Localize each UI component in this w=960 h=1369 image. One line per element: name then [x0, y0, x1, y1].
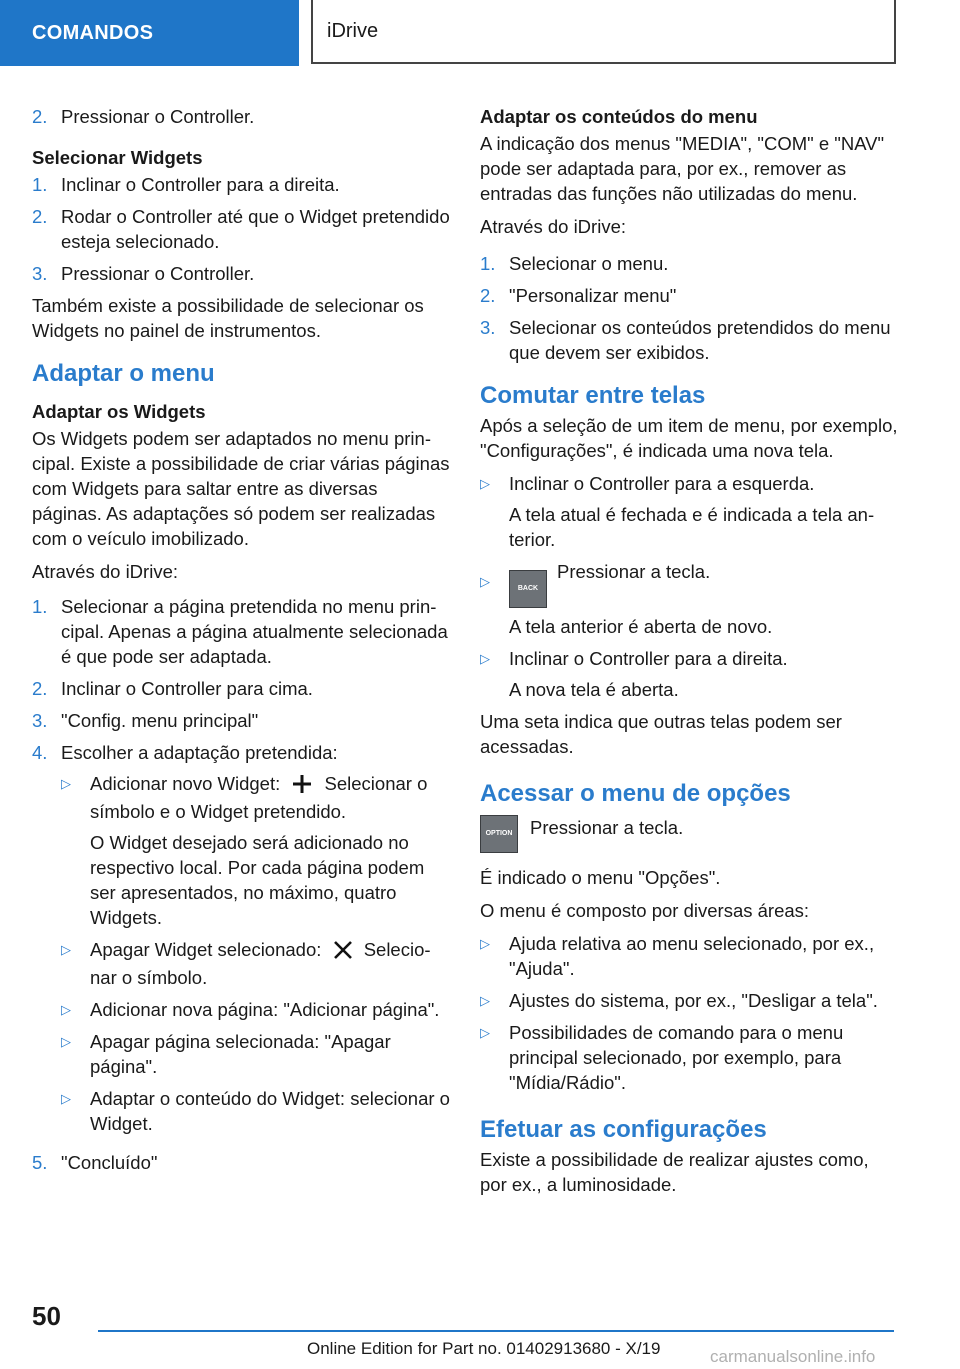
note-paragraph: Também existe a possibilidade de selecionar os Widgets no painel de instrumentos. [32, 295, 424, 341]
paragraph: É indicado o menu "Opções". [480, 867, 721, 888]
step-number: 3. [480, 317, 496, 338]
section-title: COMANDOS [32, 21, 154, 44]
sub-item-text: Adaptar o conteúdo do Widget: selecionar o Widget. [90, 1088, 450, 1134]
triangle-bullet-icon: ▷ [61, 1091, 71, 1106]
add-widget-action: Selecionar o símbolo e o Widget pretendido. [90, 773, 428, 822]
step-text: Selecionar os conteúdos pretendidos do menu que devem ser exibidos. [509, 317, 891, 363]
list-item [32, 594, 450, 669]
step-text: Escolher a adaptação pretendida: [61, 742, 338, 763]
list-item [480, 988, 900, 1013]
list-item [480, 283, 900, 308]
sub-item-text: Adicionar nova página: "Adicionar página". [90, 999, 440, 1020]
bullet-text: Ajustes do sistema, por ex., "Desligar a tela". [509, 990, 878, 1011]
step-number: 2. [480, 285, 496, 306]
step-number: 1. [32, 596, 48, 617]
triangle-bullet-icon: ▷ [61, 1002, 71, 1017]
step-number: 4. [32, 742, 48, 763]
sub-list-item [61, 771, 450, 930]
subheading-adapt-menu-content: Adaptar os conteúdos do menu [480, 106, 758, 127]
footer-divider [98, 1330, 894, 1332]
step-number: 2. [32, 106, 48, 127]
option-key-text: Pressionar a tecla. [530, 817, 684, 838]
bullet-text: Possibilidades de comando para o menu principal selecionado, por exemplo, para "Mídia/Rádio". [509, 1022, 844, 1093]
paragraph: Existe a possibilidade de realizar ajustes como, por ex., a luminosidade. [480, 1149, 869, 1195]
step-text: "Config. menu principal" [61, 710, 259, 731]
via-idrive: Através do iDrive: [32, 561, 178, 582]
triangle-bullet-icon: ▷ [480, 1025, 490, 1040]
paragraph: A indicação dos menus "MEDIA", "COM" e "NAV" pode ser adaptada para, por ex., remover as entradas das funções não utilizadas do menu. [480, 133, 885, 204]
subheading-select-widgets: Selecionar Widgets [32, 147, 203, 168]
bullet-text: Inclinar o Controller para a direita. [509, 648, 788, 669]
right-column [480, 104, 900, 1205]
paragraph: Após a seleção de um item de menu, por exemplo, "Configurações", é indicada uma nova tela. [480, 415, 898, 461]
step-text: Inclinar o Controller para cima. [61, 678, 313, 699]
back-key-icon: BACK [509, 570, 547, 608]
subheading-adapt-widgets: Adaptar os Widgets [32, 401, 206, 422]
watermark: carmanualsonline.info [710, 1347, 876, 1366]
bullet-text: Ajuda relativa ao menu selecionado, por ex., "Ajuda". [509, 933, 875, 979]
step-text: Rodar o Controller até que o Widget pretendido esteja selecionado. [61, 206, 450, 252]
bullet-text: Inclinar o Controller para a esquerda. [509, 473, 815, 494]
list-item [32, 104, 450, 129]
step-number: 2. [32, 678, 48, 699]
step-number: 3. [32, 710, 48, 731]
list-item [480, 559, 900, 639]
chapter-title: iDrive [327, 19, 379, 42]
triangle-bullet-icon: ▷ [480, 574, 490, 589]
list-item [32, 740, 450, 1143]
list-item [480, 931, 900, 981]
triangle-bullet-icon: ▷ [480, 476, 490, 491]
step-text: Selecionar a página pretendida no menu principal. Apenas a página atualmente selecionada é que pode ser adaptada. [61, 596, 448, 667]
section-heading-settings: Efetuar as configurações [480, 1116, 767, 1143]
triangle-bullet-icon: ▷ [480, 993, 490, 1008]
step-number: 1. [32, 174, 48, 195]
add-widget-text: Adicionar novo Widget: [90, 773, 281, 794]
list-item [32, 676, 450, 701]
plus-icon [291, 774, 313, 799]
sub-list-item [61, 1086, 450, 1136]
add-widget-detail: O Widget desejado será adicionado no respectivo local. Por cada página podem ser apresentados, no máximo, quatro Widgets. [90, 832, 425, 928]
triangle-bullet-icon: ▷ [61, 942, 71, 957]
step-text: "Personalizar menu" [509, 285, 677, 306]
paragraph: O menu é composto por diversas áreas: [480, 900, 810, 921]
chapter-tab [311, 0, 896, 64]
step-number: 5. [32, 1152, 48, 1173]
via-idrive: Através do iDrive: [480, 216, 626, 237]
bullet-detail: A nova tela é aberta. [509, 679, 679, 700]
step-text: Pressionar o Controller. [61, 106, 255, 127]
list-item [480, 646, 900, 702]
step-number: 3. [32, 263, 48, 284]
left-column [32, 104, 450, 1182]
step-text: Inclinar o Controller para a direita. [61, 174, 340, 195]
step-text: Pressionar o Controller. [61, 263, 255, 284]
sub-list-item [61, 997, 450, 1022]
list-item [32, 261, 450, 286]
list-item [480, 315, 900, 365]
section-tab [0, 0, 299, 66]
section-heading-switch-screens: Comutar entre telas [480, 382, 706, 409]
triangle-bullet-icon: ▷ [480, 936, 490, 951]
delete-widget-action: Selecionar o símbolo. [90, 939, 431, 988]
note-paragraph: Uma seta indica que outras telas podem ser acessadas. [480, 711, 842, 757]
option-key-icon: OPTION [480, 815, 518, 853]
sub-list-item [61, 937, 450, 990]
list-item [480, 251, 900, 276]
bullet-text: Pressionar a tecla. [557, 561, 711, 582]
triangle-bullet-icon: ▷ [480, 651, 490, 666]
section-heading-options-menu: Acessar o menu de opções [480, 780, 791, 807]
step-number: 2. [32, 206, 48, 227]
option-key-row [480, 815, 900, 853]
triangle-bullet-icon: ▷ [61, 1034, 71, 1049]
footer-edition: Online Edition for Part no. 01402913680 - X/19 [307, 1339, 661, 1358]
bullet-detail: A tela anterior é aberta de novo. [509, 616, 773, 637]
paragraph: Os Widgets podem ser adaptados no menu principal. Existe a possibilidade de criar várias páginas com Widgets para saltar entre as diversas páginas. As adaptações só podem ser realizadas com o veículo imobilizado. [32, 428, 450, 549]
page-number: 50 [32, 1301, 61, 1331]
list-item [32, 708, 450, 733]
step-text: "Concluído" [61, 1152, 158, 1173]
sub-item-text: Apagar página selecionada: "Apagar página". [90, 1031, 391, 1077]
section-heading-adapt-menu: Adaptar o menu [32, 360, 215, 387]
delete-widget-text: Apagar Widget selecionado: [90, 939, 322, 960]
list-item [32, 1150, 450, 1175]
list-item [480, 1020, 900, 1095]
bullet-detail: A tela atual é fechada e é indicada a tela anterior. [509, 504, 875, 550]
sub-list-item [61, 1029, 450, 1079]
list-item [480, 471, 900, 552]
list-item [32, 172, 450, 197]
step-text: Selecionar o menu. [509, 253, 669, 274]
close-icon [333, 940, 353, 965]
step-number: 1. [480, 253, 496, 274]
list-item [32, 204, 450, 254]
triangle-bullet-icon: ▷ [61, 776, 71, 791]
